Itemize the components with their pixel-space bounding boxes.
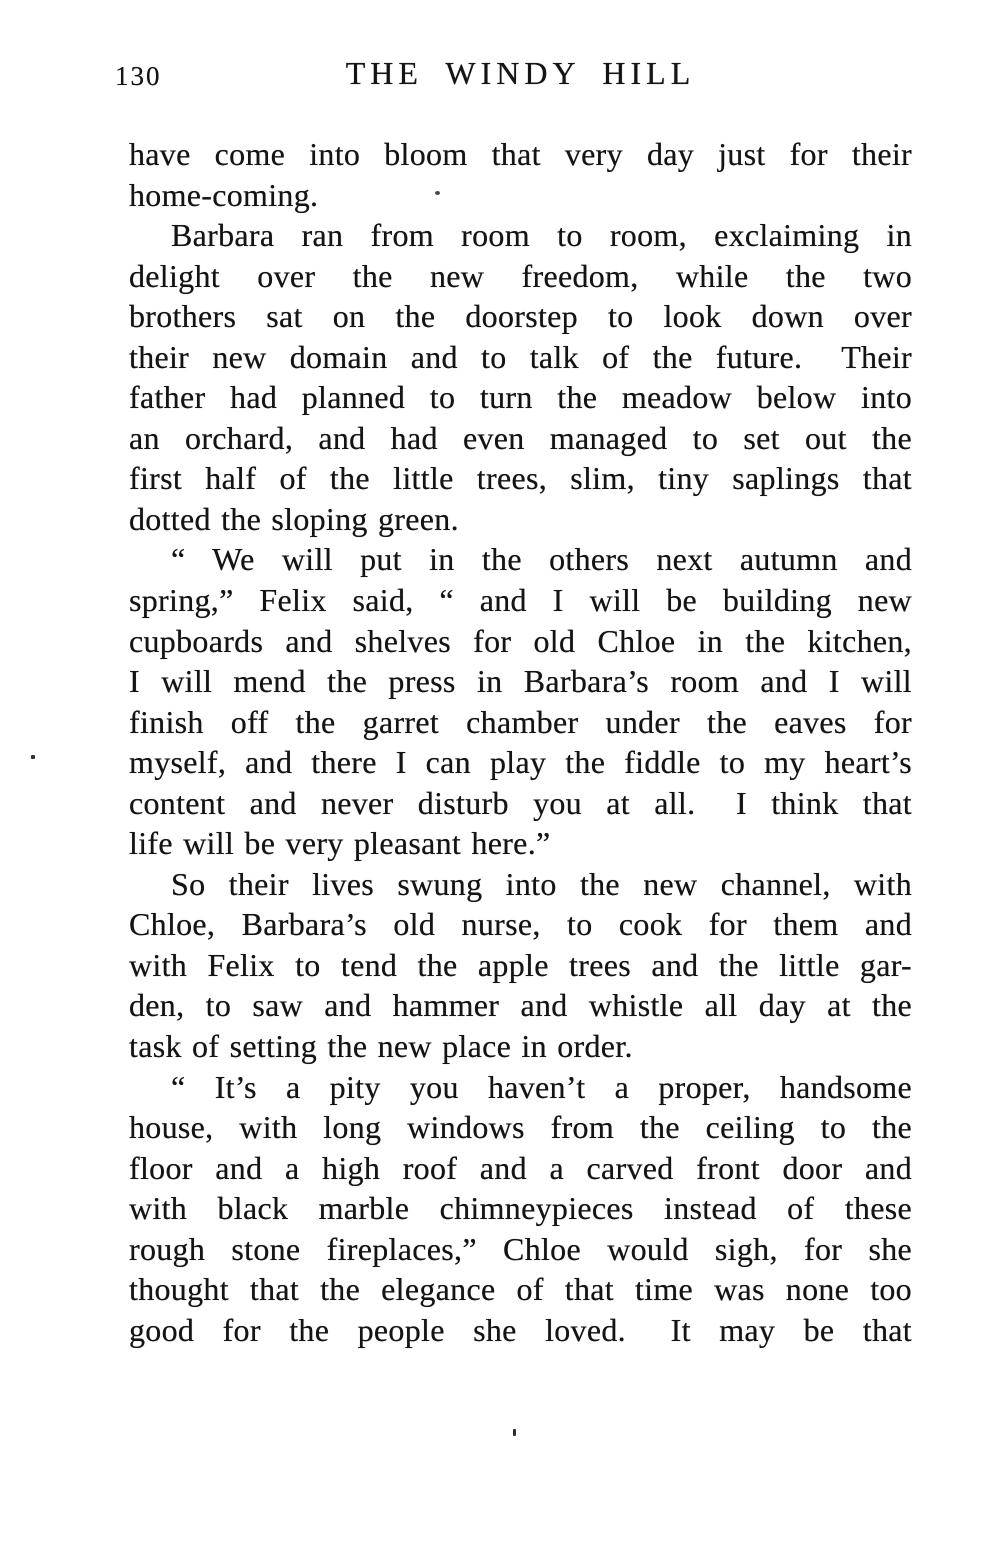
text-line: with Felix to tend the apple trees and the little gar- (129, 946, 912, 983)
text-line: house, with long windows from the ceiling to the (129, 1109, 912, 1146)
text-line: Barbara ran from room to room, exclaiming in (171, 217, 912, 254)
text-line: first half of the little trees, slim, tiny saplings that (129, 460, 912, 497)
text-line: good for the people she loved. It may be that (129, 1311, 912, 1348)
text-line: delight over the new freedom, while the two (129, 257, 912, 294)
text-line: Chloe, Barbara’s old nurse, to cook for them and (129, 906, 912, 943)
scan-speck (435, 191, 440, 195)
text-line: rough stone fireplaces,” Chloe would sigh, for she (129, 1230, 912, 1267)
text-line: “ We will put in the others next autumn and (171, 541, 912, 578)
text-line: cupboards and shelves for old Chloe in the kitchen, (129, 622, 912, 659)
text-line: their new domain and to talk of the future. Their (129, 338, 912, 375)
text-line: task of setting the new place in order. (129, 1028, 633, 1065)
text-line: home-coming. (129, 176, 319, 213)
text-line: thought that the elegance of that time was none too (129, 1271, 912, 1308)
page-number: 130 (115, 61, 162, 91)
text-line: an orchard, and had even managed to set out the (129, 419, 912, 456)
text-line: dotted the sloping green. (129, 500, 459, 537)
text-line: father had planned to turn the meadow below into (129, 379, 912, 416)
text-line: spring,” Felix said, “ and I will be building new (129, 582, 912, 619)
text-line: So their lives swung into the new channel, with (171, 865, 912, 902)
scan-speck (31, 755, 35, 759)
text-line: with black marble chimneypieces instead of these (129, 1190, 912, 1227)
text-line: den, to saw and hammer and whistle all day at the (129, 987, 912, 1024)
running-title: THE WINDY HILL (345, 55, 696, 91)
text-line: have come into bloom that very day just for their (129, 136, 912, 172)
text-line: myself, and there I can play the fiddle to my heart’s (129, 744, 912, 781)
text-line: “ It’s a pity you haven’t a proper, handsome (171, 1068, 912, 1105)
text-line: floor and a high roof and a carved front door and (129, 1149, 912, 1186)
scan-speck (513, 1429, 516, 1436)
running-head (115, 52, 912, 96)
text-line: I will mend the press in Barbara’s room and I will (129, 663, 912, 700)
text-line: life will be very pleasant here.” (129, 825, 551, 862)
text-line: content and never disturb you at all. I think that (129, 784, 912, 821)
text-line: brothers sat on the doorstep to look down over (129, 298, 912, 335)
page-body (129, 134, 912, 1350)
text-line: finish off the garret chamber under the eaves for (129, 703, 912, 740)
